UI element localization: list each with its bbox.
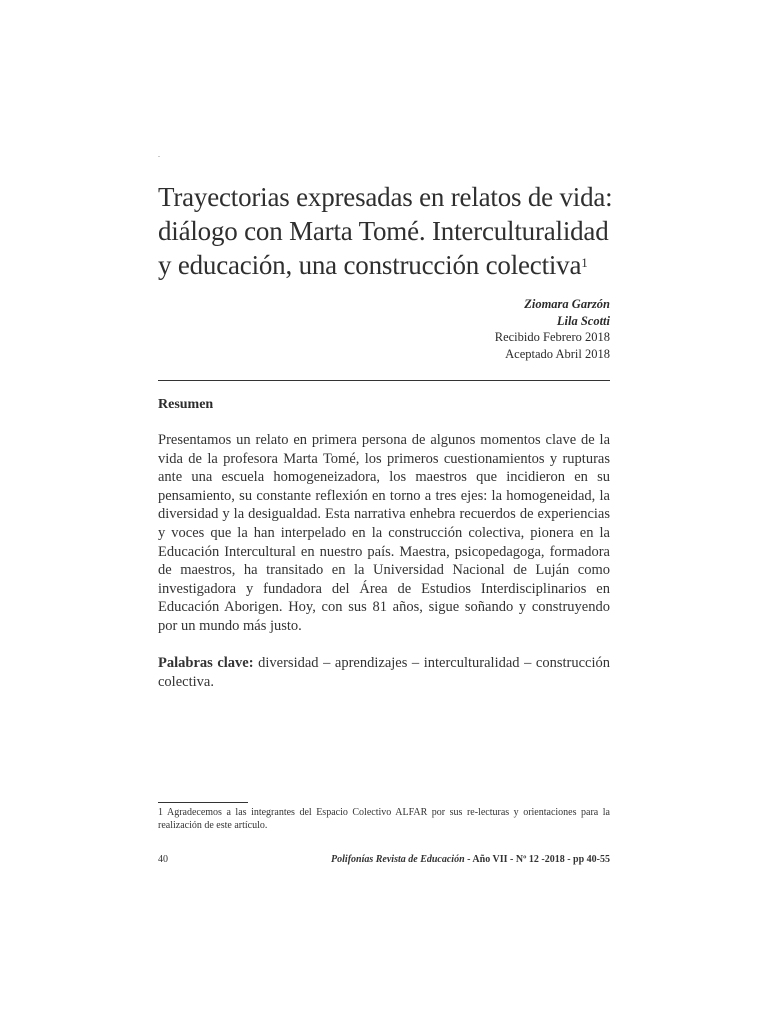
running-footer	[331, 854, 610, 865]
title-footnote-mark: 1	[581, 255, 588, 270]
article-title	[158, 180, 618, 282]
title-line-1: Trayectorias expresadas en relatos de vida:	[158, 182, 613, 212]
received-date: Recibido Febrero 2018	[494, 330, 610, 344]
abstract-text: Presentamos un relato en primera persona de algunos momentos clave de la vida de la profesora Marta Tomé, los primeros cuestionamientos y rupturas ante una escuela homogeneizadora, los maestros que incidieron en su pensamiento, su constante reflexión en torno a tres ejes: la homogeneidad, la diversidad y la desigualdad. Esta narrativa enhebra recuerdos de experiencias y voces que la han interpelado en la construcción colectiva, pionera en la Educación Intercultural en nuestro país. Maestra, psicopedagoga, formadora de maestros, ha transitado en la Universidad Nacional de Luján como investigadora y fundadora del Área de Estudios Interdisciplinarios en Educación Aborigen. Hoy, con sus 81 años, sigue soñando y construyendo por un mundo más justo.	[158, 432, 610, 634]
footnote: 1 Agradecemos a las integrantes del Espacio Colectivo ALFAR por sus re-lecturas y orientaciones para la realización de este artículo.	[158, 807, 610, 831]
author-name: Lila Scotti	[556, 313, 610, 328]
title-line-3	[158, 248, 618, 282]
keywords-label: Palabras clave:	[158, 655, 254, 671]
abstract-heading: Resumen	[158, 397, 214, 412]
journal-name: Polifonías Revista de Educación	[331, 854, 465, 865]
title-line-2: diálogo con Marta Tomé. Interculturalidad	[158, 216, 609, 246]
section-divider	[158, 380, 610, 381]
author-name: Ziomara Garzón	[524, 297, 610, 311]
scan-speck: .	[158, 150, 160, 159]
page-number: 40	[158, 854, 168, 865]
title-line-3-text: y educación, una construcción colectiva	[158, 250, 582, 280]
keywords-list: diversidad – aprendizajes – interculturalidad – construcción colectiva.	[158, 655, 611, 690]
issue-info: - Año VII - Nº 12 -2018 - pp 40-55	[464, 854, 610, 865]
keywords-paragraph	[158, 654, 610, 691]
article-meta	[495, 296, 610, 362]
accepted-date: Aceptado Abril 2018	[505, 346, 610, 361]
footnote-divider	[158, 802, 248, 803]
